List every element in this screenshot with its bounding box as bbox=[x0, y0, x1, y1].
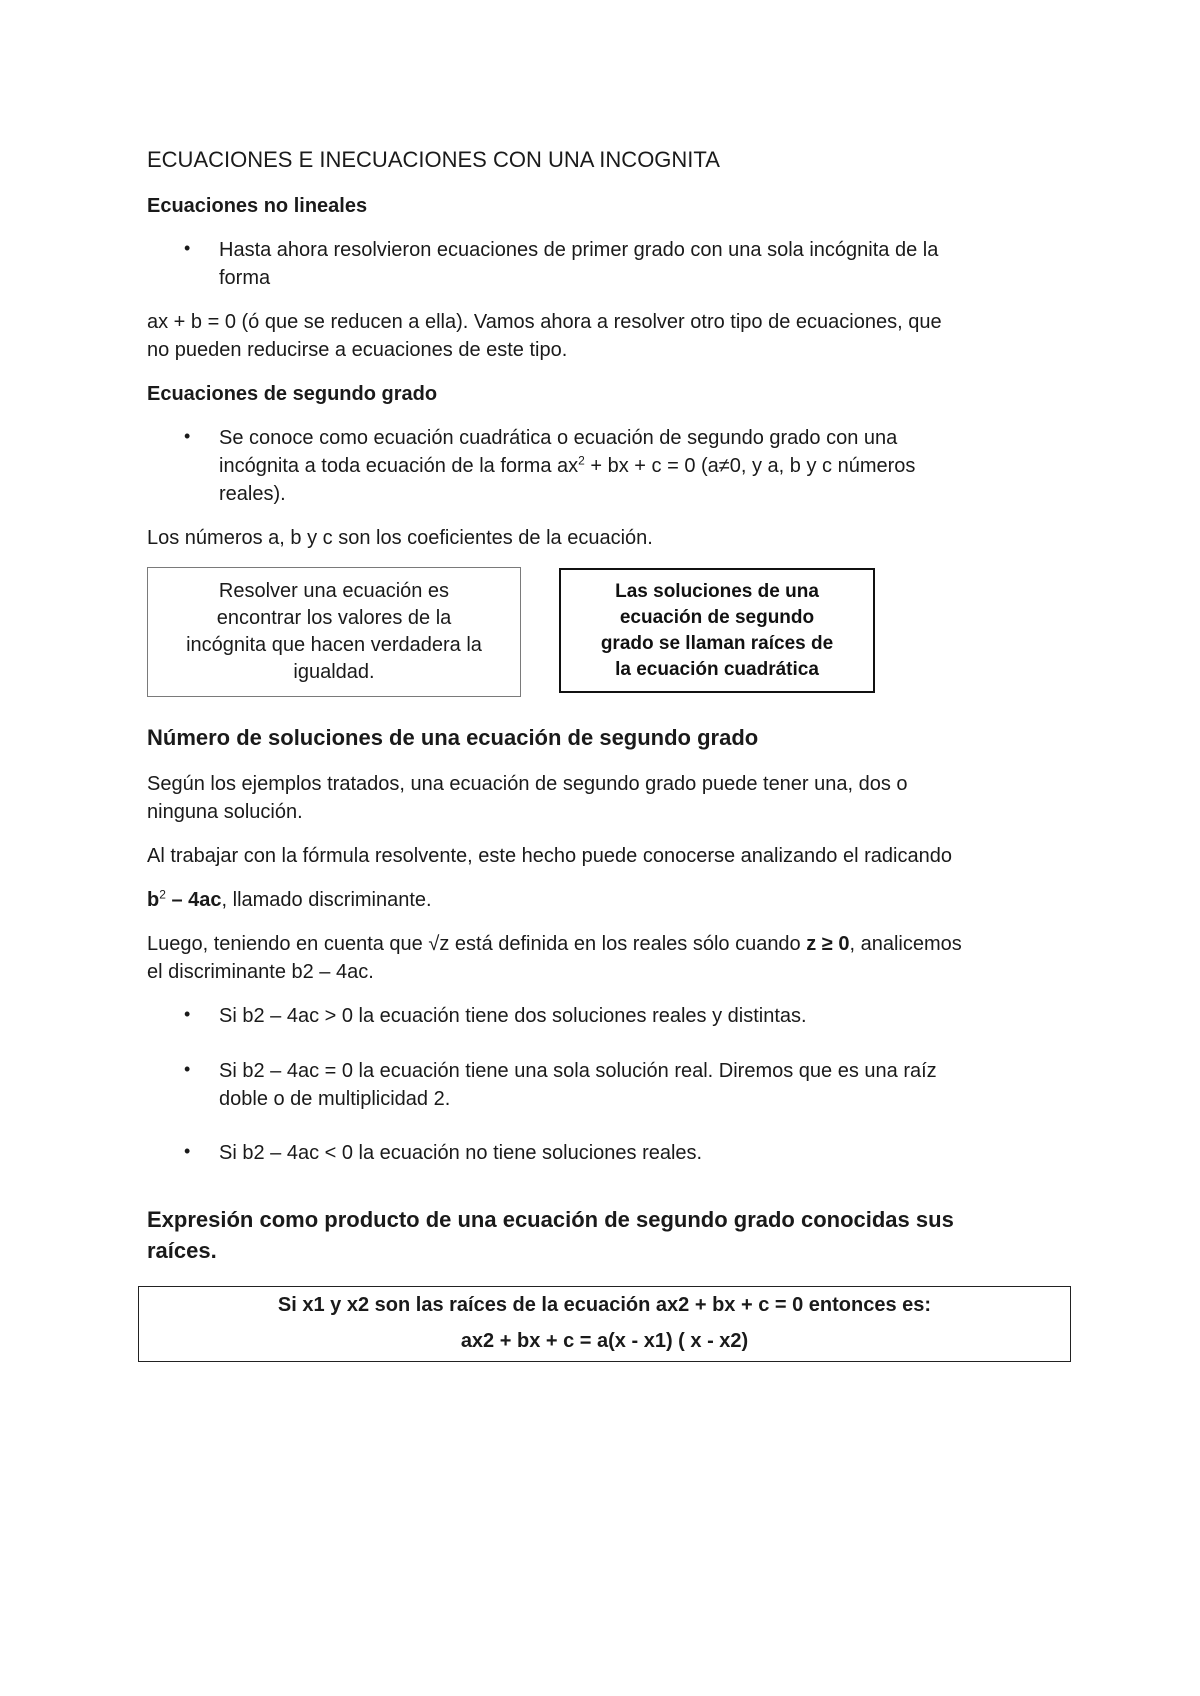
definition-box bbox=[147, 567, 521, 697]
section-heading-solutions: Número de soluciones de una ecuación de segundo grado bbox=[147, 725, 759, 750]
paragraph: Según los ejemplos tratados, una ecuación de segundo grado puede tener una, dos o bbox=[147, 773, 908, 795]
roots-line: la ecuación cuadrática bbox=[615, 658, 819, 680]
bullet-text-continued: forma bbox=[219, 267, 271, 289]
bullet-text: Si b2 – 4ac > 0 la ecuación tiene dos soluciones reales y distintas. bbox=[219, 1005, 807, 1027]
discriminant-line: $b^2 - 4ac$, llamado discriminante. bbox=[147, 887, 432, 911]
definition-line: Resolver una ecuación es bbox=[218, 580, 450, 602]
bullet-text-continued: incógnita a toda ecuación de la forma $ax^2$ + bx + c = 0 (a≠0, y a, b y c números bbox=[219, 453, 916, 477]
bullet-marker: • bbox=[184, 238, 191, 258]
bullet-text: Hasta ahora resolvieron ecuaciones de primer grado con una sola incógnita de la bbox=[219, 239, 939, 261]
formula-expression: ax2 + bx + c = a(x - x1) ( x - x2) bbox=[460, 1330, 749, 1352]
roots-line: ecuación de segundo bbox=[619, 606, 815, 628]
paragraph-continued: el discriminante b2 – 4ac. bbox=[147, 961, 374, 983]
section-heading-nonlinear: Ecuaciones no lineales bbox=[147, 195, 368, 217]
page-title: ECUACIONES E INECUACIONES CON UNA INCOGNITA bbox=[147, 147, 720, 172]
section-heading-product-continued: raíces. bbox=[147, 1238, 217, 1263]
bullet-text: Si b2 – 4ac < 0 la ecuación no tiene soluciones reales. bbox=[219, 1142, 703, 1164]
bullet-text: Se conoce como ecuación cuadrática o ecuación de segundo grado con una bbox=[219, 427, 898, 449]
definition-line: igualdad. bbox=[293, 661, 375, 683]
definition-line: incógnita que hacen verdadera la bbox=[186, 634, 482, 656]
paragraph: Al trabajar con la fórmula resolvente, este hecho puede conocerse analizando el radicando bbox=[147, 845, 952, 867]
bullet-text: Si b2 – 4ac = 0 la ecuación tiene una sola solución real. Diremos que es una raíz bbox=[219, 1060, 937, 1082]
paragraph-continued: ninguna solución. bbox=[147, 801, 303, 823]
bullet-marker: • bbox=[184, 1059, 191, 1079]
section-heading-product: Expresión como producto de una ecuación de segundo grado conocidas sus bbox=[147, 1207, 954, 1232]
roots-line: Las soluciones de una bbox=[615, 580, 819, 602]
bullet-marker: • bbox=[184, 1004, 191, 1024]
paragraph: ax + b = 0 (ó que se reducen a ella). Vamos ahora a resolver otro tipo de ecuaciones, que bbox=[147, 311, 942, 333]
roots-line: grado se llaman raíces de bbox=[600, 632, 834, 654]
section-heading-quadratic: Ecuaciones de segundo grado bbox=[147, 383, 438, 405]
bullet-text-continued: reales). bbox=[219, 483, 286, 505]
paragraph: Los números a, b y c son los coeficientes de la ecuación. bbox=[147, 527, 653, 549]
bullet-marker: • bbox=[184, 1141, 191, 1161]
formula-box bbox=[138, 1286, 1071, 1362]
definition-line: encontrar los valores de la bbox=[216, 607, 452, 629]
roots-box bbox=[559, 568, 875, 693]
paragraph: Luego, teniendo en cuenta que √z está definida en los reales sólo cuando z ≥ 0, analicemos bbox=[147, 933, 962, 955]
paragraph-continued: no pueden reducirse a ecuaciones de este tipo. bbox=[147, 339, 568, 361]
bullet-marker: • bbox=[184, 426, 191, 446]
bullet-text-continued: doble o de multiplicidad 2. bbox=[219, 1088, 451, 1110]
formula-statement: Si x1 y x2 son las raíces de la ecuación ax2 + bx + c = 0 entonces es: bbox=[277, 1294, 932, 1316]
